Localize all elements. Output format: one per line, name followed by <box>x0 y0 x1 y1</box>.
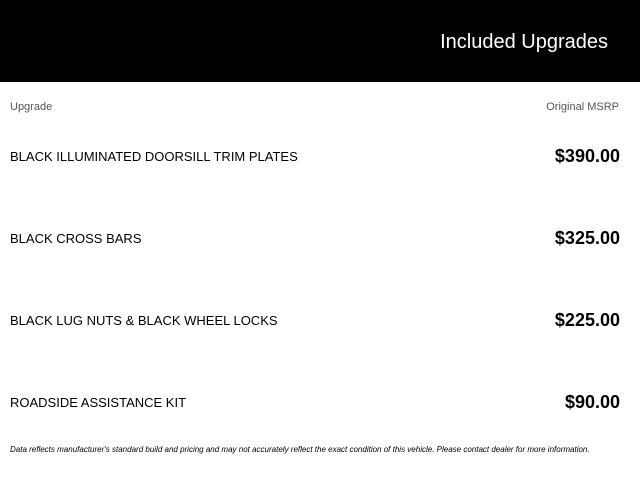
list-item <box>10 144 620 168</box>
page-title: Included Upgrades <box>440 31 608 53</box>
column-header-msrp: Original MSRP <box>546 101 619 113</box>
upgrade-name: BLACK CROSS BARS <box>10 231 142 246</box>
upgrade-name: ROADSIDE ASSISTANCE KIT <box>10 395 187 410</box>
upgrade-price: $225.00 <box>554 310 620 330</box>
list-item <box>10 226 620 250</box>
list-item <box>10 390 620 414</box>
list-item <box>10 308 620 332</box>
disclaimer-text: Data reflects manufacturer's standard build and pricing and may not accurately reflect the exact condition of this vehicle. Please contact dealer for more information. <box>10 445 590 454</box>
upgrade-price: $390.00 <box>554 146 620 166</box>
upgrade-name: BLACK LUG NUTS & BLACK WHEEL LOCKS <box>10 313 278 328</box>
upgrade-name: BLACK ILLUMINATED DOORSILL TRIM PLATES <box>10 149 298 164</box>
column-header-upgrade: Upgrade <box>10 101 53 113</box>
upgrade-price: $90.00 <box>564 392 620 412</box>
upgrade-price: $325.00 <box>554 228 620 248</box>
upgrades-list <box>10 0 620 480</box>
